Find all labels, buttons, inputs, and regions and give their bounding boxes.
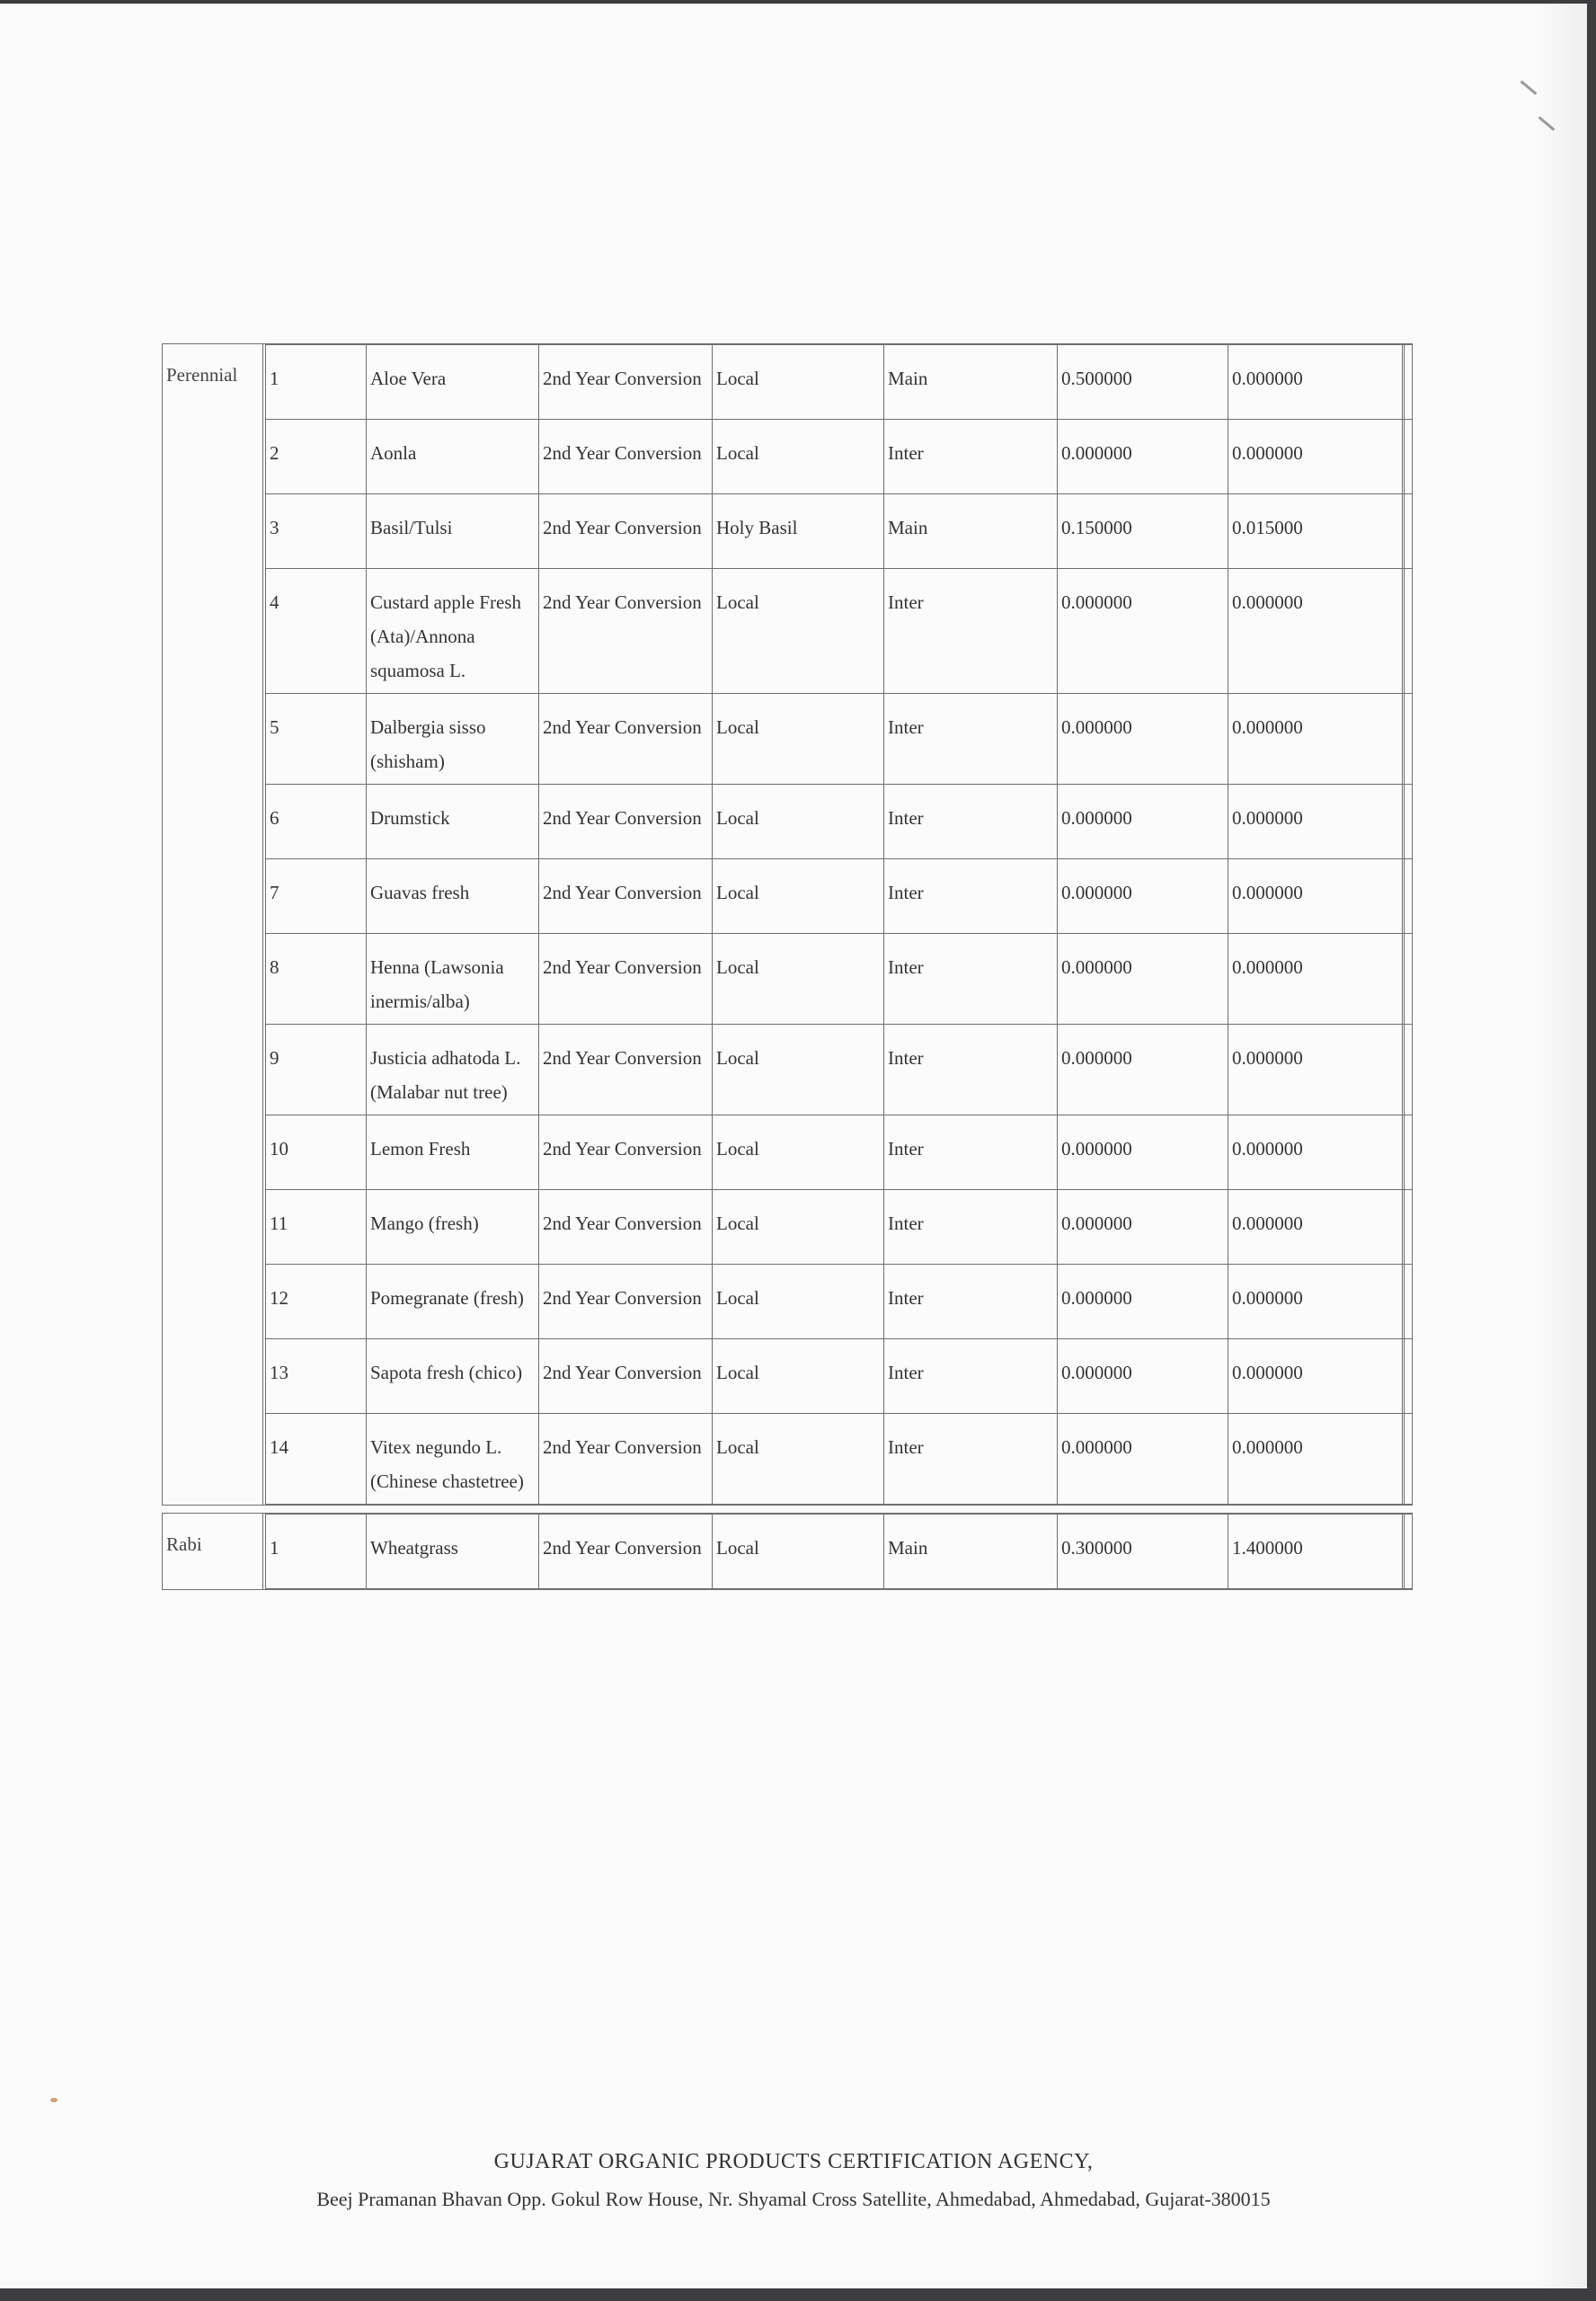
cell-variety: Local bbox=[713, 1339, 884, 1413]
cell-area: 0.000000 bbox=[1058, 694, 1228, 784]
table-row bbox=[266, 1265, 1412, 1339]
footer-org-name: GUJARAT ORGANIC PRODUCTS CERTIFICATION AGENCY, bbox=[493, 2150, 1094, 2173]
cell-crop-type: Main bbox=[884, 1515, 1058, 1588]
table-row bbox=[266, 1339, 1412, 1414]
table-row bbox=[266, 785, 1412, 859]
cell-crop-type: Inter bbox=[884, 785, 1058, 858]
cell-crop-name: Mango (fresh) bbox=[367, 1190, 539, 1264]
table-row bbox=[266, 420, 1412, 494]
cell-crop-name: Wheatgrass bbox=[367, 1515, 539, 1588]
cell-quantity: 0.000000 bbox=[1228, 1025, 1405, 1115]
table-row bbox=[266, 934, 1412, 1025]
paper-speck bbox=[50, 2098, 58, 2102]
cell-area: 0.000000 bbox=[1058, 1115, 1228, 1189]
cell-crop-type: Inter bbox=[884, 934, 1058, 1024]
table-row bbox=[266, 859, 1412, 934]
cell-crop-type: Inter bbox=[884, 1414, 1058, 1504]
cell-quantity: 0.000000 bbox=[1228, 859, 1405, 933]
cell-variety: Local bbox=[713, 1265, 884, 1338]
crop-table bbox=[162, 343, 1413, 1597]
cell-variety: Local bbox=[713, 859, 884, 933]
cell-serial-number: 6 bbox=[266, 785, 367, 858]
cell-quantity: 0.000000 bbox=[1228, 1414, 1405, 1504]
table-row bbox=[266, 1515, 1412, 1589]
cell-area: 0.300000 bbox=[1058, 1515, 1228, 1588]
cell-crop-name: Aonla bbox=[367, 420, 539, 493]
season-group bbox=[162, 343, 1413, 1506]
cell-area: 0.000000 bbox=[1058, 420, 1228, 493]
cell-serial-number: 12 bbox=[266, 1265, 367, 1338]
season-group bbox=[162, 1513, 1413, 1590]
cell-quantity: 1.400000 bbox=[1228, 1515, 1405, 1588]
season-label: Rabi bbox=[163, 1514, 263, 1589]
cell-conversion-status: 2nd Year Conversion bbox=[539, 1339, 713, 1413]
table-row bbox=[266, 1414, 1412, 1505]
cell-quantity: 0.000000 bbox=[1228, 1190, 1405, 1264]
cell-crop-type: Inter bbox=[884, 1265, 1058, 1338]
cell-conversion-status: 2nd Year Conversion bbox=[539, 420, 713, 493]
cell-area: 0.000000 bbox=[1058, 1025, 1228, 1115]
cell-quantity: 0.000000 bbox=[1228, 785, 1405, 858]
cell-area: 0.000000 bbox=[1058, 859, 1228, 933]
cell-quantity: 0.000000 bbox=[1228, 1115, 1405, 1189]
cell-quantity: 0.015000 bbox=[1228, 494, 1405, 568]
cell-variety: Holy Basil bbox=[713, 494, 884, 568]
cell-crop-name: Vitex negundo L. (Chinese chastetree) bbox=[367, 1414, 539, 1504]
cell-area: 0.000000 bbox=[1058, 569, 1228, 693]
cell-quantity: 0.000000 bbox=[1228, 345, 1405, 419]
table-row bbox=[266, 1190, 1412, 1265]
cell-area: 0.000000 bbox=[1058, 1190, 1228, 1264]
cell-crop-type: Inter bbox=[884, 420, 1058, 493]
cell-variety: Local bbox=[713, 345, 884, 419]
cell-crop-type: Inter bbox=[884, 1025, 1058, 1115]
cell-variety: Local bbox=[713, 694, 884, 784]
cell-conversion-status: 2nd Year Conversion bbox=[539, 859, 713, 933]
cell-variety: Local bbox=[713, 1025, 884, 1115]
cell-conversion-status: 2nd Year Conversion bbox=[539, 1190, 713, 1264]
cell-crop-name: Drumstick bbox=[367, 785, 539, 858]
cell-serial-number: 10 bbox=[266, 1115, 367, 1189]
cell-crop-type: Inter bbox=[884, 1115, 1058, 1189]
cell-variety: Local bbox=[713, 1515, 884, 1588]
cell-variety: Local bbox=[713, 420, 884, 493]
cell-conversion-status: 2nd Year Conversion bbox=[539, 785, 713, 858]
cell-crop-name: Custard apple Fresh (Ata)/Annona squamosa L. bbox=[367, 569, 539, 693]
cell-serial-number: 4 bbox=[266, 569, 367, 693]
cell-area: 0.000000 bbox=[1058, 934, 1228, 1024]
season-rows bbox=[265, 344, 1412, 1505]
cell-conversion-status: 2nd Year Conversion bbox=[539, 345, 713, 419]
cell-quantity: 0.000000 bbox=[1228, 1265, 1405, 1338]
cell-conversion-status: 2nd Year Conversion bbox=[539, 1515, 713, 1588]
cell-variety: Local bbox=[713, 785, 884, 858]
season-rows bbox=[265, 1514, 1412, 1589]
cell-serial-number: 1 bbox=[266, 345, 367, 419]
cell-serial-number: 3 bbox=[266, 494, 367, 568]
cell-quantity: 0.000000 bbox=[1228, 694, 1405, 784]
cell-variety: Local bbox=[713, 1414, 884, 1504]
cell-area: 0.000000 bbox=[1058, 1414, 1228, 1504]
cell-area: 0.000000 bbox=[1058, 785, 1228, 858]
cell-crop-type: Main bbox=[884, 494, 1058, 568]
cell-crop-name: Aloe Vera bbox=[367, 345, 539, 419]
table-row bbox=[266, 345, 1412, 420]
cell-area: 0.150000 bbox=[1058, 494, 1228, 568]
cell-conversion-status: 2nd Year Conversion bbox=[539, 1265, 713, 1338]
cell-quantity: 0.000000 bbox=[1228, 569, 1405, 693]
cell-quantity: 0.000000 bbox=[1228, 1339, 1405, 1413]
cell-crop-name: Henna (Lawsonia inermis/alba) bbox=[367, 934, 539, 1024]
document-page bbox=[0, 4, 1587, 2288]
cell-crop-name: Dalbergia sisso (shisham) bbox=[367, 694, 539, 784]
table-row bbox=[266, 569, 1412, 694]
cell-serial-number: 14 bbox=[266, 1414, 367, 1504]
cell-variety: Local bbox=[713, 1190, 884, 1264]
cell-crop-name: Justicia adhatoda L.(Malabar nut tree) bbox=[367, 1025, 539, 1115]
cell-conversion-status: 2nd Year Conversion bbox=[539, 1115, 713, 1189]
cell-conversion-status: 2nd Year Conversion bbox=[539, 934, 713, 1024]
cell-serial-number: 13 bbox=[266, 1339, 367, 1413]
cell-conversion-status: 2nd Year Conversion bbox=[539, 1414, 713, 1504]
cell-serial-number: 2 bbox=[266, 420, 367, 493]
table-row bbox=[266, 1025, 1412, 1115]
season-label: Perennial bbox=[163, 344, 263, 1505]
cell-conversion-status: 2nd Year Conversion bbox=[539, 494, 713, 568]
cell-conversion-status: 2nd Year Conversion bbox=[539, 694, 713, 784]
cell-area: 0.000000 bbox=[1058, 1265, 1228, 1338]
cell-area: 0.000000 bbox=[1058, 1339, 1228, 1413]
cell-serial-number: 9 bbox=[266, 1025, 367, 1115]
cell-serial-number: 1 bbox=[266, 1515, 367, 1588]
footer-address: Beej Pramanan Bhavan Opp. Gokul Row House, Nr. Shyamal Cross Satellite, Ahmedabad, Ahmedabad, Gujarat-380015 bbox=[316, 2188, 1271, 2210]
cell-serial-number: 7 bbox=[266, 859, 367, 933]
cell-variety: Local bbox=[713, 1115, 884, 1189]
table-row bbox=[266, 694, 1412, 785]
cell-conversion-status: 2nd Year Conversion bbox=[539, 1025, 713, 1115]
cell-crop-type: Inter bbox=[884, 1339, 1058, 1413]
cell-serial-number: 11 bbox=[266, 1190, 367, 1264]
cell-quantity: 0.000000 bbox=[1228, 934, 1405, 1024]
table-row bbox=[266, 494, 1412, 569]
cell-quantity: 0.000000 bbox=[1228, 420, 1405, 493]
cell-crop-type: Inter bbox=[884, 859, 1058, 933]
cell-crop-name: Sapota fresh (chico) bbox=[367, 1339, 539, 1413]
cell-crop-name: Basil/Tulsi bbox=[367, 494, 539, 568]
cell-conversion-status: 2nd Year Conversion bbox=[539, 569, 713, 693]
cell-crop-name: Lemon Fresh bbox=[367, 1115, 539, 1189]
cell-crop-type: Inter bbox=[884, 569, 1058, 693]
cell-variety: Local bbox=[713, 569, 884, 693]
cell-area: 0.500000 bbox=[1058, 345, 1228, 419]
cell-crop-name: Guavas fresh bbox=[367, 859, 539, 933]
cell-serial-number: 5 bbox=[266, 694, 367, 784]
cell-variety: Local bbox=[713, 934, 884, 1024]
table-row bbox=[266, 1115, 1412, 1190]
cell-crop-type: Main bbox=[884, 345, 1058, 419]
cell-crop-name: Pomegranate (fresh) bbox=[367, 1265, 539, 1338]
cell-crop-type: Inter bbox=[884, 694, 1058, 784]
cell-crop-type: Inter bbox=[884, 1190, 1058, 1264]
cell-serial-number: 8 bbox=[266, 934, 367, 1024]
